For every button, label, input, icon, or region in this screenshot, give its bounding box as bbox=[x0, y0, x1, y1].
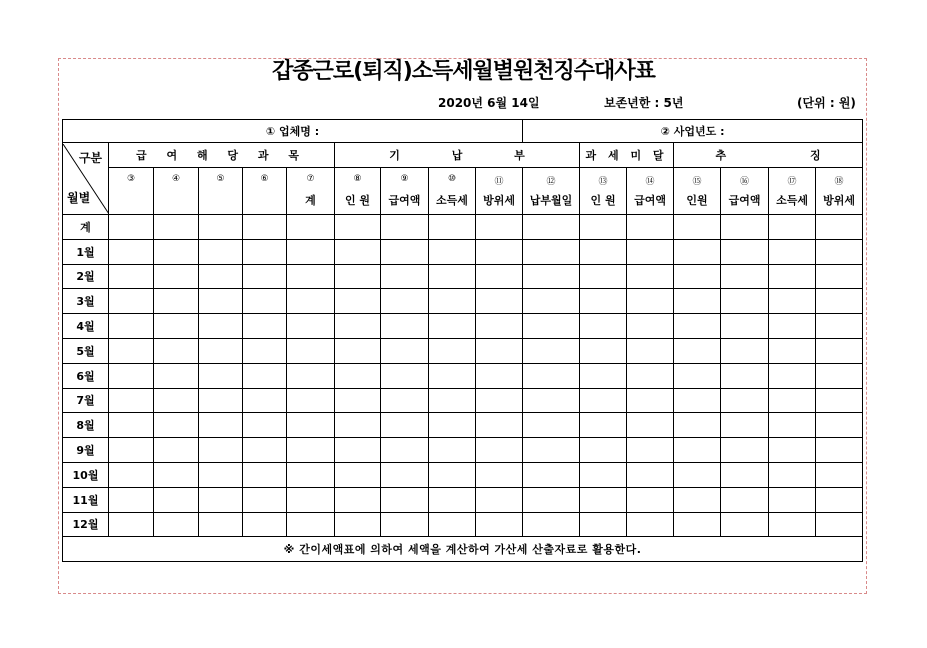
table-row bbox=[63, 338, 863, 363]
table-row bbox=[63, 264, 863, 289]
data-cell[interactable] bbox=[335, 239, 381, 264]
data-cell[interactable] bbox=[523, 338, 580, 363]
data-cell[interactable] bbox=[523, 363, 580, 388]
data-cell[interactable] bbox=[816, 264, 863, 289]
data-cell[interactable] bbox=[287, 264, 335, 289]
data-cell[interactable] bbox=[816, 487, 863, 512]
group-collect-header bbox=[674, 143, 863, 168]
data-cell[interactable] bbox=[199, 512, 243, 537]
data-cell[interactable] bbox=[109, 264, 154, 289]
data-cell[interactable] bbox=[721, 239, 769, 264]
column-header bbox=[769, 168, 816, 215]
data-cell[interactable] bbox=[476, 215, 523, 240]
wolbyeol-label: 월별 bbox=[67, 190, 91, 205]
data-cell[interactable] bbox=[523, 413, 580, 438]
data-cell[interactable] bbox=[335, 264, 381, 289]
data-cell[interactable] bbox=[476, 314, 523, 339]
column-label: 소득세 bbox=[776, 194, 808, 207]
month-label: 10월 bbox=[63, 462, 109, 487]
data-cell[interactable] bbox=[199, 314, 243, 339]
column-label: 방위세 bbox=[483, 194, 515, 207]
column-header bbox=[287, 168, 335, 215]
data-cell[interactable] bbox=[476, 413, 523, 438]
data-cell[interactable] bbox=[199, 338, 243, 363]
data-cell[interactable] bbox=[674, 239, 721, 264]
data-cell[interactable] bbox=[721, 487, 769, 512]
column-number: ⑨ bbox=[400, 174, 409, 184]
data-cell[interactable] bbox=[287, 438, 335, 463]
data-cell[interactable] bbox=[627, 338, 674, 363]
column-label: 인 원 bbox=[344, 194, 371, 207]
column-header bbox=[580, 168, 627, 215]
data-cell[interactable] bbox=[381, 239, 429, 264]
data-cell[interactable] bbox=[627, 413, 674, 438]
data-cell[interactable] bbox=[523, 487, 580, 512]
data-cell[interactable] bbox=[580, 413, 627, 438]
column-number: ⑯ bbox=[740, 177, 750, 187]
column-number: ⑪ bbox=[494, 177, 504, 187]
column-label: 급여액 bbox=[388, 194, 421, 207]
data-cell[interactable] bbox=[816, 388, 863, 413]
column-header bbox=[199, 168, 243, 215]
data-cell[interactable] bbox=[523, 264, 580, 289]
table-row bbox=[63, 512, 863, 537]
data-cell[interactable] bbox=[199, 264, 243, 289]
data-cell[interactable] bbox=[109, 512, 154, 537]
data-cell[interactable] bbox=[287, 314, 335, 339]
data-cell[interactable] bbox=[674, 338, 721, 363]
column-label: 납부월일 bbox=[529, 194, 573, 207]
data-cell[interactable] bbox=[721, 438, 769, 463]
data-cell[interactable] bbox=[335, 413, 381, 438]
data-cell[interactable] bbox=[523, 289, 580, 314]
data-cell[interactable] bbox=[429, 314, 476, 339]
data-cell[interactable] bbox=[674, 388, 721, 413]
data-cell[interactable] bbox=[287, 462, 335, 487]
data-cell[interactable] bbox=[335, 512, 381, 537]
data-cell[interactable] bbox=[580, 239, 627, 264]
data-cell[interactable] bbox=[109, 462, 154, 487]
data-cell[interactable] bbox=[721, 338, 769, 363]
data-cell[interactable] bbox=[287, 512, 335, 537]
data-cell[interactable] bbox=[199, 438, 243, 463]
data-cell[interactable] bbox=[199, 388, 243, 413]
data-cell[interactable] bbox=[674, 363, 721, 388]
data-cell[interactable] bbox=[523, 215, 580, 240]
data-cell[interactable] bbox=[476, 363, 523, 388]
data-cell[interactable] bbox=[523, 438, 580, 463]
data-cell[interactable] bbox=[243, 462, 287, 487]
data-cell[interactable] bbox=[429, 363, 476, 388]
column-number: ③ bbox=[126, 174, 136, 184]
data-cell[interactable] bbox=[335, 388, 381, 413]
data-cell[interactable] bbox=[109, 363, 154, 388]
data-cell[interactable] bbox=[721, 512, 769, 537]
data-cell[interactable] bbox=[381, 338, 429, 363]
data-cell[interactable] bbox=[674, 314, 721, 339]
month-label: 1월 bbox=[63, 239, 109, 264]
data-cell[interactable] bbox=[199, 487, 243, 512]
month-label: 2월 bbox=[63, 264, 109, 289]
group-salary-header: 급 여 해 당 과 목 bbox=[109, 143, 335, 168]
document-title: 갑종근로(퇴직)소득세월별원천징수대사표 bbox=[272, 59, 655, 84]
data-cell[interactable] bbox=[816, 363, 863, 388]
group-paid-header bbox=[335, 143, 580, 168]
data-cell[interactable] bbox=[243, 388, 287, 413]
data-cell[interactable] bbox=[154, 314, 199, 339]
data-cell[interactable] bbox=[769, 512, 816, 537]
data-cell[interactable] bbox=[523, 388, 580, 413]
data-cell[interactable] bbox=[816, 438, 863, 463]
column-label: 방위세 bbox=[823, 194, 855, 207]
data-cell[interactable] bbox=[476, 487, 523, 512]
data-cell[interactable] bbox=[381, 264, 429, 289]
data-cell[interactable] bbox=[721, 462, 769, 487]
data-cell[interactable] bbox=[109, 338, 154, 363]
data-cell[interactable] bbox=[109, 487, 154, 512]
column-number: ⑦ bbox=[306, 174, 315, 184]
data-cell[interactable] bbox=[243, 512, 287, 537]
column-number: ⑥ bbox=[260, 174, 269, 184]
month-label: 7월 bbox=[63, 388, 109, 413]
data-cell[interactable] bbox=[769, 338, 816, 363]
data-cell[interactable] bbox=[476, 462, 523, 487]
data-cell[interactable] bbox=[381, 388, 429, 413]
table-row bbox=[63, 289, 863, 314]
data-cell[interactable] bbox=[429, 338, 476, 363]
column-number: ⑧ bbox=[353, 174, 362, 184]
company-label: ① 업체명 : bbox=[265, 125, 320, 138]
business-year-field[interactable] bbox=[523, 120, 863, 143]
data-cell[interactable] bbox=[243, 314, 287, 339]
data-cell[interactable] bbox=[627, 487, 674, 512]
data-cell[interactable] bbox=[429, 438, 476, 463]
data-cell[interactable] bbox=[580, 363, 627, 388]
data-cell[interactable] bbox=[429, 512, 476, 537]
data-cell[interactable] bbox=[381, 289, 429, 314]
data-cell[interactable] bbox=[769, 363, 816, 388]
data-cell[interactable] bbox=[243, 215, 287, 240]
column-header bbox=[429, 168, 476, 215]
month-label: 4월 bbox=[63, 314, 109, 339]
data-cell[interactable] bbox=[287, 338, 335, 363]
data-cell[interactable] bbox=[335, 289, 381, 314]
data-cell[interactable] bbox=[627, 215, 674, 240]
month-label: 9월 bbox=[63, 438, 109, 463]
month-label: 11월 bbox=[63, 487, 109, 512]
data-cell[interactable] bbox=[674, 512, 721, 537]
column-number: ⑮ bbox=[692, 177, 702, 187]
data-cell[interactable] bbox=[199, 363, 243, 388]
data-cell[interactable] bbox=[769, 438, 816, 463]
data-cell[interactable] bbox=[429, 388, 476, 413]
data-cell[interactable] bbox=[627, 314, 674, 339]
data-cell[interactable] bbox=[769, 264, 816, 289]
column-header bbox=[335, 168, 381, 215]
data-cell[interactable] bbox=[580, 264, 627, 289]
column-header bbox=[109, 168, 154, 215]
column-number: ⑤ bbox=[216, 174, 225, 184]
column-header bbox=[523, 168, 580, 215]
data-cell[interactable] bbox=[523, 462, 580, 487]
data-cell[interactable] bbox=[429, 264, 476, 289]
data-cell[interactable] bbox=[476, 388, 523, 413]
data-cell[interactable] bbox=[674, 215, 721, 240]
column-header bbox=[721, 168, 769, 215]
data-cell[interactable] bbox=[429, 215, 476, 240]
data-cell[interactable] bbox=[154, 289, 199, 314]
data-cell[interactable] bbox=[381, 215, 429, 240]
data-cell[interactable] bbox=[580, 314, 627, 339]
gubun-label: 구분 bbox=[78, 150, 102, 165]
month-label: 계 bbox=[63, 215, 109, 240]
data-cell[interactable] bbox=[109, 314, 154, 339]
data-cell[interactable] bbox=[627, 462, 674, 487]
data-cell[interactable] bbox=[674, 413, 721, 438]
data-cell[interactable] bbox=[154, 388, 199, 413]
data-cell[interactable] bbox=[580, 512, 627, 537]
data-cell[interactable] bbox=[243, 338, 287, 363]
data-cell[interactable] bbox=[580, 487, 627, 512]
table-row bbox=[63, 438, 863, 463]
data-cell[interactable] bbox=[287, 413, 335, 438]
data-cell[interactable] bbox=[335, 462, 381, 487]
table-row bbox=[63, 462, 863, 487]
data-cell[interactable] bbox=[476, 512, 523, 537]
data-cell[interactable] bbox=[287, 239, 335, 264]
data-cell[interactable] bbox=[580, 215, 627, 240]
data-cell[interactable] bbox=[627, 264, 674, 289]
month-label: 12월 bbox=[63, 512, 109, 537]
company-name-field[interactable] bbox=[63, 120, 523, 143]
column-number: ⑫ bbox=[546, 177, 556, 187]
data-cell[interactable] bbox=[721, 314, 769, 339]
data-cell[interactable] bbox=[721, 388, 769, 413]
table-row bbox=[63, 487, 863, 512]
column-label: 인 원 bbox=[590, 194, 616, 207]
unit-label: (단위 : 원) bbox=[797, 96, 856, 110]
column-label: 인원 bbox=[686, 194, 708, 207]
group-paid-label: 기 납 부 bbox=[389, 149, 525, 162]
data-cell[interactable] bbox=[109, 438, 154, 463]
data-cell[interactable] bbox=[109, 215, 154, 240]
table-row bbox=[63, 215, 863, 240]
data-cell[interactable] bbox=[154, 264, 199, 289]
column-number: ④ bbox=[171, 174, 181, 184]
month-label: 6월 bbox=[63, 363, 109, 388]
data-cell[interactable] bbox=[335, 438, 381, 463]
data-cell[interactable] bbox=[816, 289, 863, 314]
data-cell[interactable] bbox=[580, 438, 627, 463]
data-cell[interactable] bbox=[243, 438, 287, 463]
data-cell[interactable] bbox=[816, 215, 863, 240]
data-cell[interactable] bbox=[816, 338, 863, 363]
month-label: 5월 bbox=[63, 338, 109, 363]
table-row bbox=[63, 388, 863, 413]
column-header bbox=[816, 168, 863, 215]
data-cell[interactable] bbox=[335, 314, 381, 339]
business-year-label: ② 사업년도 : bbox=[660, 125, 725, 138]
data-cell[interactable] bbox=[199, 289, 243, 314]
data-cell[interactable] bbox=[243, 413, 287, 438]
column-number: ⑰ bbox=[787, 177, 797, 187]
data-cell[interactable] bbox=[287, 388, 335, 413]
data-cell[interactable] bbox=[287, 215, 335, 240]
data-cell[interactable] bbox=[335, 363, 381, 388]
column-header bbox=[154, 168, 199, 215]
data-cell[interactable] bbox=[109, 239, 154, 264]
data-cell[interactable] bbox=[523, 239, 580, 264]
data-cell[interactable] bbox=[154, 239, 199, 264]
data-cell[interactable] bbox=[199, 462, 243, 487]
data-cell[interactable] bbox=[199, 413, 243, 438]
data-cell[interactable] bbox=[769, 413, 816, 438]
data-cell[interactable] bbox=[476, 438, 523, 463]
data-cell[interactable] bbox=[627, 438, 674, 463]
data-cell[interactable] bbox=[476, 264, 523, 289]
data-cell[interactable] bbox=[287, 289, 335, 314]
data-cell[interactable] bbox=[154, 487, 199, 512]
data-cell[interactable] bbox=[769, 314, 816, 339]
footer-note: ※ 간이세액표에 의하여 세액을 계산하여 가산세 산출자료로 활용한다. bbox=[63, 537, 863, 562]
data-cell[interactable] bbox=[109, 413, 154, 438]
data-cell[interactable] bbox=[769, 388, 816, 413]
data-cell[interactable] bbox=[109, 388, 154, 413]
data-cell[interactable] bbox=[674, 289, 721, 314]
gubun-header-cell bbox=[63, 143, 109, 215]
data-cell[interactable] bbox=[243, 487, 287, 512]
data-cell[interactable] bbox=[476, 289, 523, 314]
data-cell[interactable] bbox=[199, 239, 243, 264]
data-cell[interactable] bbox=[721, 413, 769, 438]
column-number: ⑱ bbox=[834, 177, 844, 187]
data-cell[interactable] bbox=[721, 215, 769, 240]
data-cell[interactable] bbox=[335, 215, 381, 240]
data-cell[interactable] bbox=[154, 462, 199, 487]
column-label: 급여액 bbox=[728, 194, 761, 207]
data-cell[interactable] bbox=[429, 239, 476, 264]
data-cell[interactable] bbox=[476, 338, 523, 363]
column-label: 급여액 bbox=[634, 194, 666, 207]
month-label: 8월 bbox=[63, 413, 109, 438]
data-cell[interactable] bbox=[580, 289, 627, 314]
data-cell[interactable] bbox=[243, 239, 287, 264]
data-cell[interactable] bbox=[816, 512, 863, 537]
data-cell[interactable] bbox=[816, 462, 863, 487]
data-cell[interactable] bbox=[243, 289, 287, 314]
group-untaxed-header: 과 세 미 달 bbox=[580, 143, 674, 168]
data-cell[interactable] bbox=[580, 338, 627, 363]
data-cell[interactable] bbox=[769, 215, 816, 240]
data-cell[interactable] bbox=[154, 512, 199, 537]
data-cell[interactable] bbox=[580, 462, 627, 487]
data-cell[interactable] bbox=[429, 413, 476, 438]
data-cell[interactable] bbox=[627, 363, 674, 388]
data-cell[interactable] bbox=[816, 314, 863, 339]
table-row bbox=[63, 314, 863, 339]
data-cell[interactable] bbox=[154, 363, 199, 388]
column-header bbox=[476, 168, 523, 215]
table-row bbox=[63, 413, 863, 438]
data-cell[interactable] bbox=[335, 487, 381, 512]
data-cell[interactable] bbox=[381, 462, 429, 487]
data-cell[interactable] bbox=[627, 388, 674, 413]
data-cell[interactable] bbox=[721, 264, 769, 289]
data-cell[interactable] bbox=[381, 413, 429, 438]
data-cell[interactable] bbox=[721, 363, 769, 388]
data-cell[interactable] bbox=[335, 338, 381, 363]
data-cell[interactable] bbox=[243, 264, 287, 289]
column-header bbox=[627, 168, 674, 215]
data-cell[interactable] bbox=[769, 462, 816, 487]
data-cell[interactable] bbox=[381, 438, 429, 463]
data-cell[interactable] bbox=[109, 289, 154, 314]
data-cell[interactable] bbox=[381, 363, 429, 388]
data-cell[interactable] bbox=[154, 215, 199, 240]
column-header bbox=[381, 168, 429, 215]
data-cell[interactable] bbox=[154, 338, 199, 363]
data-cell[interactable] bbox=[816, 413, 863, 438]
data-cell[interactable] bbox=[627, 512, 674, 537]
table-row bbox=[63, 363, 863, 388]
data-cell[interactable] bbox=[580, 388, 627, 413]
tax-ledger-table bbox=[62, 119, 863, 562]
retention-period: 보존년한 : 5년 bbox=[604, 96, 684, 110]
data-cell[interactable] bbox=[243, 363, 287, 388]
column-number: ⑭ bbox=[645, 177, 655, 187]
column-label: 소득세 bbox=[436, 194, 468, 207]
data-cell[interactable] bbox=[674, 462, 721, 487]
data-cell[interactable] bbox=[154, 438, 199, 463]
column-header bbox=[674, 168, 721, 215]
group-collect-label: 추 징 bbox=[715, 149, 821, 162]
data-cell[interactable] bbox=[627, 289, 674, 314]
data-cell[interactable] bbox=[287, 363, 335, 388]
column-number: ⑬ bbox=[598, 177, 608, 187]
data-cell[interactable] bbox=[429, 487, 476, 512]
data-cell[interactable] bbox=[154, 413, 199, 438]
data-cell[interactable] bbox=[816, 239, 863, 264]
data-cell[interactable] bbox=[199, 215, 243, 240]
data-cell[interactable] bbox=[381, 314, 429, 339]
data-cell[interactable] bbox=[674, 487, 721, 512]
month-label: 3월 bbox=[63, 289, 109, 314]
data-cell[interactable] bbox=[627, 239, 674, 264]
column-header bbox=[243, 168, 287, 215]
table-row bbox=[63, 239, 863, 264]
data-cell[interactable] bbox=[523, 512, 580, 537]
document-date: 2020년 6월 14일 bbox=[438, 96, 540, 110]
data-cell[interactable] bbox=[769, 289, 816, 314]
column-label: 계 bbox=[305, 194, 316, 207]
data-cell[interactable] bbox=[381, 487, 429, 512]
data-cell[interactable] bbox=[674, 438, 721, 463]
data-cell[interactable] bbox=[476, 239, 523, 264]
data-cell[interactable] bbox=[429, 462, 476, 487]
data-cell[interactable] bbox=[769, 487, 816, 512]
data-cell[interactable] bbox=[674, 264, 721, 289]
data-cell[interactable] bbox=[429, 289, 476, 314]
data-cell[interactable] bbox=[287, 487, 335, 512]
column-number: ⑩ bbox=[447, 174, 457, 184]
data-cell[interactable] bbox=[523, 314, 580, 339]
data-cell[interactable] bbox=[769, 239, 816, 264]
data-cell[interactable] bbox=[381, 512, 429, 537]
data-cell[interactable] bbox=[721, 289, 769, 314]
